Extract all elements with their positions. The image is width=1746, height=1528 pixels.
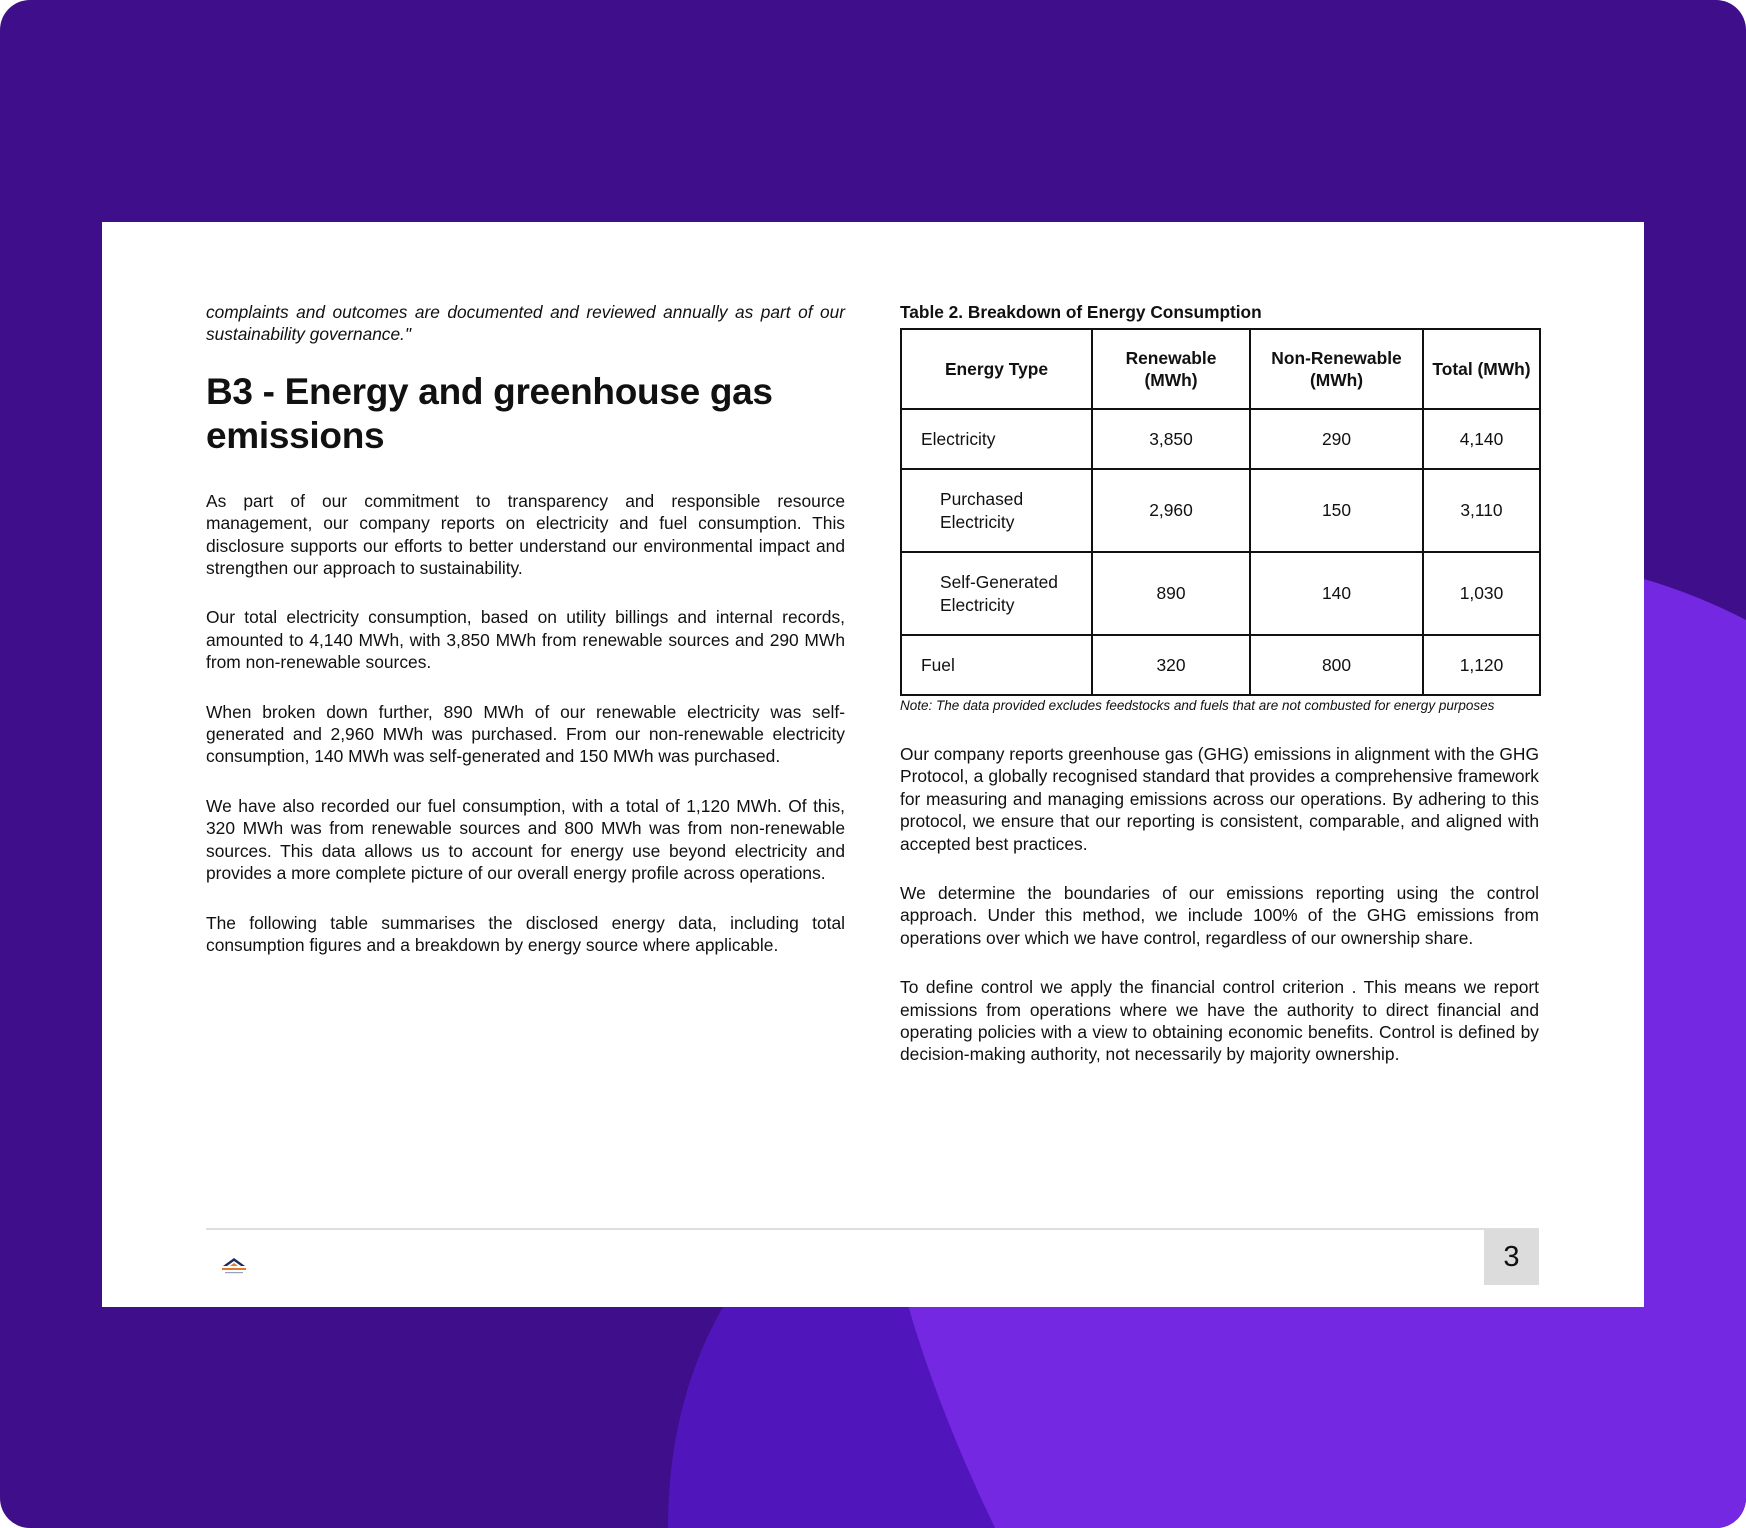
header-energy-type: Energy Type xyxy=(901,329,1092,409)
paragraph: Our total electricity consumption, based on utility billings and internal records, amounted to 4,140 MWh, with 3,850 MWh from renewable sources and 290 MWh from non-renewable sources. xyxy=(206,607,845,673)
table-row xyxy=(901,552,1540,635)
page-number: 3 xyxy=(1484,1229,1539,1285)
cell-energy-type: Purchased Electricity xyxy=(901,469,1092,552)
energy-table xyxy=(900,328,1541,696)
cell-renewable: 2,960 xyxy=(1092,469,1250,552)
right-column xyxy=(900,301,1539,1093)
cell-non-renewable: 800 xyxy=(1250,635,1423,695)
paragraph: As part of our commitment to transparency and responsible resource management, our company reports on electricity and fuel consumption. This disclosure supports our efforts to better understand our environmental impact and strengthen our approach to sustainability. xyxy=(206,490,845,579)
cell-renewable: 3,850 xyxy=(1092,409,1250,469)
footer-divider xyxy=(206,1228,1539,1230)
table-row xyxy=(901,635,1540,695)
cell-energy-type: Electricity xyxy=(901,409,1092,469)
cell-non-renewable: 150 xyxy=(1250,469,1423,552)
cell-total: 3,110 xyxy=(1423,469,1540,552)
table-row xyxy=(901,409,1540,469)
cell-total: 4,140 xyxy=(1423,409,1540,469)
header-total: Total (MWh) xyxy=(1423,329,1540,409)
cell-total: 1,120 xyxy=(1423,635,1540,695)
paragraph: Our company reports greenhouse gas (GHG) emissions in alignment with the GHG Protocol, a globally recognised standard that provides a comprehensive framework for measuring and managing emissions across our operations. By adhering to this protocol, we ensure that our reporting is consistent, comparable, and aligned with accepted best practices. xyxy=(900,744,1539,854)
cell-renewable: 320 xyxy=(1092,635,1250,695)
cell-renewable: 890 xyxy=(1092,552,1250,635)
cell-total: 1,030 xyxy=(1423,552,1540,635)
table-header-row xyxy=(901,329,1540,409)
paragraph: The following table summarises the disclosed energy data, including total consumption figures and a breakdown by energy source where applicable. xyxy=(206,912,845,955)
table-note: Note: The data provided excludes feedstocks and fuels that are not combusted for energy purposes xyxy=(900,698,1495,713)
paragraph: To define control we apply the financial control criterion . This means we report emissions from operations where we have the authority to direct financial and operating policies with a view to obtaining economic benefits. Control is defined by decision-making authority, not necessarily by majority ownership. xyxy=(900,977,1539,1065)
header-renewable: Renewable (MWh) xyxy=(1092,329,1250,409)
cell-non-renewable: 140 xyxy=(1250,552,1423,635)
cell-energy-type: Fuel xyxy=(901,635,1092,695)
header-non-renewable: Non-Renewable (MWh) xyxy=(1250,329,1423,409)
paragraph: When broken down further, 890 MWh of our renewable electricity was self-generated and 2,960 MWh was purchased. From our non-renewable electricity consumption, 140 MWh was self-generated and 150 MWh was purchased. xyxy=(206,701,845,767)
cell-energy-type: Self-Generated Electricity xyxy=(901,552,1092,635)
table-row xyxy=(901,469,1540,552)
document-page xyxy=(102,222,1644,1307)
section-heading: B3 - Energy and greenhouse gas emissions xyxy=(206,370,773,456)
company-logo-icon xyxy=(214,1254,254,1278)
left-column xyxy=(206,301,845,983)
paragraph: We determine the boundaries of our emissions reporting using the control approach. Under this method, we include 100% of the GHG emissions from operations over which we have control, regardless of our ownership share. xyxy=(900,883,1539,948)
paragraph: We have also recorded our fuel consumption, with a total of 1,120 MWh. Of this, 320 MWh was from renewable sources and 800 MWh was from non-renewable sources. This data allows us to account for energy use beyond electricity and provides a more complete picture of our overall energy profile across operations. xyxy=(206,795,845,884)
table-caption: Table 2. Breakdown of Energy Consumption xyxy=(900,302,1262,322)
cell-non-renewable: 290 xyxy=(1250,409,1423,469)
intro-italic-text: complaints and outcomes are documented and reviewed annually as part of our sustainability governance." xyxy=(206,302,845,345)
